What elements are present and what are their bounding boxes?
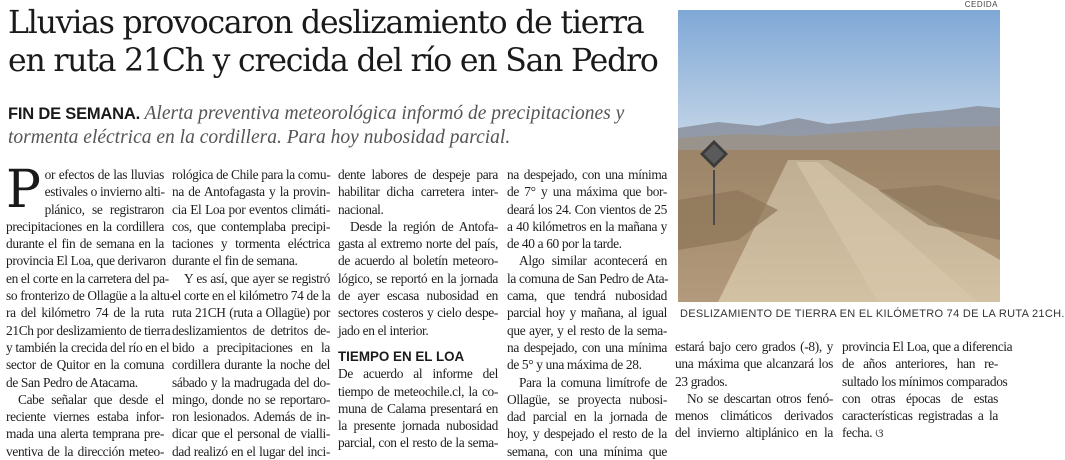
text-line: sectores costeros y cielo despe- bbox=[338, 305, 498, 321]
text-line: ra del kilómetro 74 de la ruta bbox=[6, 305, 164, 321]
text-line bbox=[842, 424, 998, 442]
drop-cap: P bbox=[6, 160, 41, 220]
text-line: taciones y tormenta eléctrica bbox=[172, 236, 330, 252]
text-line: de años anteriores, han re- bbox=[842, 356, 998, 372]
text-line: durante el fin de semana. bbox=[172, 253, 298, 269]
text-line: nacional. bbox=[338, 201, 384, 217]
text-line: que ayer, y el resto de la sema- bbox=[507, 322, 667, 338]
text-line: so fronterizo de Ollagüe a la altu- bbox=[6, 288, 174, 304]
road-landscape-image bbox=[678, 10, 1000, 302]
photo-caption: DESLIZAMIENTO DE TIERRA EN EL KILÓMETRO 74 DE LA RUTA 21CH. bbox=[680, 308, 1065, 320]
text-line: ron lesionados. Además de in- bbox=[172, 409, 330, 425]
lead-line-2: tormenta eléctrica en la cordillera. Para hoy nubosidad parcial. bbox=[8, 127, 511, 148]
text-line: gasta al extremo norte del país, bbox=[338, 236, 498, 252]
text-line: ventiva de la dirección meteo- bbox=[6, 443, 164, 459]
article-photo bbox=[678, 10, 1000, 302]
text-line: provincia El Loa, que a diferencia bbox=[842, 339, 1013, 354]
text-line: la presente jornada nubosidad bbox=[338, 418, 498, 434]
text-line: estará bajo cero grados (-8), y bbox=[675, 339, 833, 354]
text-line: características registradas a la bbox=[842, 408, 998, 424]
text-line: precipitaciones en la cordillera bbox=[6, 218, 164, 234]
text-line: ruta 21CH (ruta a Ollagüe) por bbox=[172, 305, 330, 321]
text-line: deará los 24. Con vientos de 25 bbox=[507, 201, 667, 217]
text-line: Cabe señalar que desde el bbox=[18, 391, 164, 407]
text-line: semana, con una mínima que bbox=[507, 443, 667, 459]
text-line: bido a precipitaciones en la bbox=[172, 339, 330, 355]
text-line: cama, que tendrá nubosidad bbox=[507, 288, 667, 304]
column-2 bbox=[172, 166, 330, 460]
kicker: FIN DE SEMANA. bbox=[8, 105, 140, 123]
text-line: de acuerdo al boletín meteoro- bbox=[338, 253, 498, 269]
text-line: rológica de Chile para la comu- bbox=[172, 167, 331, 182]
section-subhead: TIEMPO EN EL LOA bbox=[338, 348, 465, 364]
text-line: la comuna de San Pedro de Ata- bbox=[507, 270, 669, 286]
text-line: Para la comuna limítrofe de bbox=[519, 374, 667, 390]
text-line-end: fecha. bbox=[842, 425, 873, 441]
text-line: jado en el interior. bbox=[338, 322, 429, 338]
text-line: na de Antofagasta y la provin- bbox=[172, 184, 330, 200]
end-of-article-mark: ଓ bbox=[875, 426, 884, 441]
text-line: 21Ch por deslizamiento de tierra bbox=[6, 322, 171, 338]
column-4 bbox=[507, 166, 667, 460]
text-line: de ayer escasa nubosidad en bbox=[338, 288, 498, 304]
text-line: 23 grados. bbox=[675, 373, 728, 389]
text-line: reciente viernes estaba infor- bbox=[6, 409, 164, 425]
text-line: del invierno altiplánico en la bbox=[675, 425, 833, 441]
text-line: Desde la región de Antofa- bbox=[350, 218, 498, 234]
text-line: de 40 a 60 por la tarde. bbox=[507, 236, 622, 252]
text-line: dicar que el personal de vialli- bbox=[172, 426, 330, 442]
text-line: cos, que contemplaba precipi- bbox=[172, 218, 330, 234]
text-line: parcial, con el resto de la sema- bbox=[338, 435, 498, 451]
text-line: durante el fin de semana en la bbox=[6, 236, 164, 252]
text-line: sector de Quitor en la comuna bbox=[6, 357, 164, 373]
column-5 bbox=[675, 338, 833, 442]
column-1 bbox=[6, 160, 174, 460]
text-line: plánico, se registraron bbox=[44, 201, 164, 217]
text-line: provincia El Loa, que derivaron bbox=[6, 253, 166, 269]
text-line: or efectos de las lluvias bbox=[44, 167, 164, 182]
text-line: Algo similar acontecerá en bbox=[519, 253, 667, 269]
text-line: No se descartan otros fenó- bbox=[687, 390, 833, 406]
text-line: una máxima que alcanzará los bbox=[675, 356, 833, 372]
text-line: estivales o invierno alti- bbox=[44, 184, 165, 200]
headline-line-2: en ruta 21Ch y crecida del río en San Pedro bbox=[8, 43, 658, 79]
text-line: cordillera durante la noche del bbox=[172, 357, 330, 373]
text-line: habilitar dicha carretera inter- bbox=[338, 184, 498, 200]
text-line: a 40 kilómetros en la mañana y bbox=[507, 218, 667, 234]
text-line: con otras épocas de estas bbox=[842, 390, 998, 406]
text-line: De acuerdo al informe del bbox=[338, 366, 498, 382]
text-line: muna de Calama presentará en bbox=[338, 400, 498, 416]
headline bbox=[8, 4, 678, 80]
headline-line-1: Lluvias provocaron deslizamiento de tierra bbox=[8, 5, 644, 41]
text-line: dad realizó en el lugar del inci- bbox=[172, 443, 330, 459]
text-line: menos climáticos derivados bbox=[675, 408, 833, 424]
text-line: de 5° y una máxima de 28. bbox=[507, 357, 642, 373]
text-line: sábado y la madrugada del do- bbox=[172, 374, 330, 390]
photo-credit: CEDIDA bbox=[964, 0, 998, 9]
text-line: deslizamientos de detritos de- bbox=[172, 322, 330, 338]
text-line: mada una alerta temprana pre- bbox=[6, 426, 164, 442]
text-line: parcial hoy y mañana, al igual bbox=[507, 305, 667, 321]
text-line: el corte en el kilómetro 74 de la bbox=[172, 288, 331, 304]
text-line: Ollagüe, se proyecta nubosi- bbox=[507, 391, 667, 407]
text-line: hoy, y despejado el resto de la bbox=[507, 426, 667, 442]
text-line: dente labores de despeje para bbox=[338, 167, 498, 182]
text-line: Y es así, que ayer se registró bbox=[184, 270, 330, 286]
text-line: en el corte en la carretera del pa- bbox=[6, 270, 169, 286]
text-line: tiempo de meteochile.cl, la co- bbox=[338, 383, 498, 399]
text-line: cia El Loa por eventos climáti- bbox=[172, 201, 330, 217]
text-line: sultado los mínimos comparados bbox=[842, 373, 1008, 389]
lead-paragraph bbox=[8, 102, 668, 150]
text-line: na despejado, con una mínima bbox=[507, 339, 667, 355]
text-line: de 7° y una máxima que bor- bbox=[507, 184, 667, 200]
text-line: dad parcial en la jornada de bbox=[507, 409, 667, 425]
lead-line-1: Alerta preventiva meteorológica informó de precipitaciones y bbox=[144, 103, 625, 124]
text-line: y también la crecida del río en el bbox=[6, 339, 170, 355]
text-line: de San Pedro de Atacama. bbox=[6, 374, 138, 390]
text-line: mingo, donde no se reportaro- bbox=[172, 391, 330, 407]
column-3 bbox=[338, 166, 498, 452]
column-6 bbox=[842, 338, 1013, 443]
text-line: lógico, se reportó en la jornada bbox=[338, 270, 498, 286]
text-line: na despejado, con una mínima bbox=[507, 167, 667, 182]
